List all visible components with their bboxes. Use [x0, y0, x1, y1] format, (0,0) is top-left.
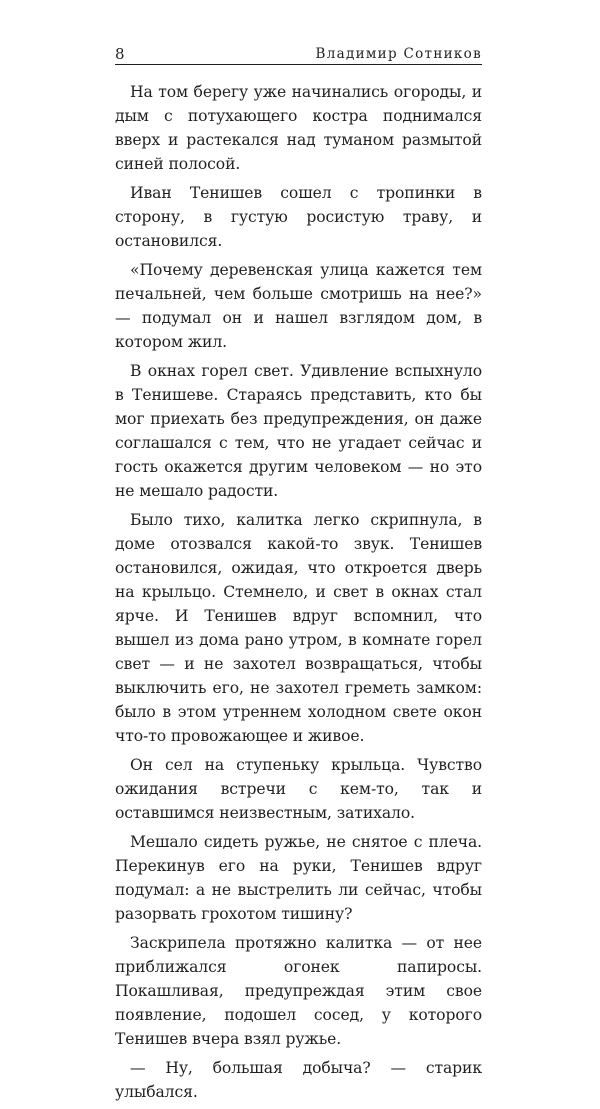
paragraph: В окнах горел свет. Удивление вспыхнуло в Тенишеве. Стараясь представить, кто бы мог приехать без предупреждения, он даже соглашался с тем, что не угадает сейчас и гость окажется другим человеком — но это не мешало радости.: [115, 362, 482, 500]
book-page: [115, 44, 482, 1109]
paragraph: Заскрипела протяжно калитка — от нее приближался огонек папиросы. Покашливая, предупреждая этим свое появление, подошел сосед, у которого Тенишев вчера взял ружье.: [115, 934, 482, 1048]
paragraph: Мешало сидеть ружье, не снятое с плеча. Перекинув его на руки, Тенишев вдруг подумал: а не выстрелить ли сейчас, чтобы разорвать грохотом тишину?: [115, 833, 482, 923]
body-text: [115, 80, 482, 1104]
paragraph: Иван Тенишев сошел с тропинки в сторону, в густую росистую траву, и остановился.: [115, 184, 482, 250]
paragraph: На том берегу уже начинались огороды, и дым с потухающего костра поднимался вверх и растекался над туманом размытой синей полосой.: [115, 83, 482, 173]
paragraph: — Ну, большая добыча? — старик улыбался.: [115, 1059, 482, 1101]
page-header: [115, 44, 482, 65]
paragraph: Было тихо, калитка легко скрипнула, в доме отозвался какой-то звук. Тенишев остановился, ожидая, что откроется дверь на крыльцо. Стемнело, и свет в окнах стал ярче. И Тенишев вдруг вспомнил, что вышел из дома рано утром, в комнате горел свет — и не захотел возвращаться, чтобы выключить его, не захотел греметь замком: было в этом утреннем холодном свете окон что-то провожающее и живое.: [115, 511, 482, 745]
paragraph: Он сел на ступеньку крыльца. Чувство ожидания встречи с кем-то, так и оставшимся неизвестным, затихало.: [115, 756, 482, 822]
paragraph: «Почему деревенская улица кажется тем печальней, чем больше смотришь на нее?» — подумал он и нашел взглядом дом, в котором жил.: [115, 261, 482, 351]
running-head-author: Владимир Сотников: [315, 46, 482, 62]
page-number: 8: [115, 45, 125, 63]
